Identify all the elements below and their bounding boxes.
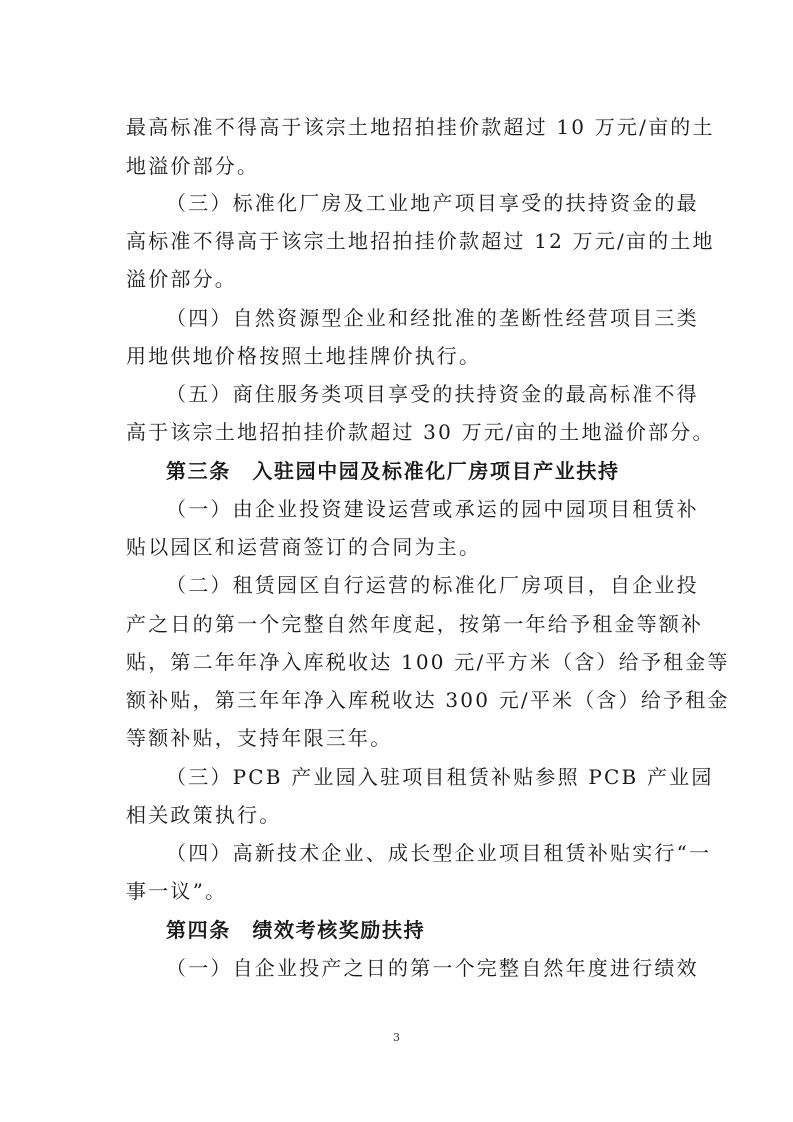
clause-one-start: （一）由企业投资建设运营或承运的园中园项目租赁补	[166, 497, 699, 521]
article-four-heading: 第四条 绩效考核奖励扶持	[166, 918, 426, 942]
clause-five-start: （五）商住服务类项目享受的扶持资金的最高标准不得	[166, 382, 699, 406]
body-text-line: 地溢价部分。	[126, 154, 260, 178]
clause-four-start: （四）高新技术企业、成长型企业项目租赁补贴实行“一	[166, 841, 712, 865]
body-text-line: 高于该宗土地招拍挂价款超过 30 万元/亩的土地溢价部分。	[126, 420, 715, 444]
body-text-line: 高标准不得高于该宗土地招拍挂价款超过 12 万元/亩的土地	[126, 229, 715, 253]
clause-four-start: （四）自然资源型企业和经批准的垄断性经营项目三类	[166, 306, 699, 330]
body-text-line: 事一议”。	[126, 879, 228, 903]
clause-two-start: （二）租赁园区自行运营的标准化厂房项目，自企业投	[166, 573, 699, 597]
body-text-line: 最高标准不得高于该宗土地招拍挂价款超过 10 万元/亩的土	[126, 115, 715, 139]
clause-three-start: （三）标准化厂房及工业地产项目享受的扶持资金的最	[166, 191, 699, 215]
body-text-line: 贴，第二年年净入库税收达 100 元/平方米（含）给予租金等	[126, 650, 730, 674]
clause-one-start: （一）自企业投产之日的第一个完整自然年度进行绩效	[166, 956, 699, 980]
article-three-heading: 第三条 入驻园中园及标准化厂房项目产业扶持	[166, 459, 620, 483]
body-text-line: 贴以园区和运营商签订的合同为主。	[126, 535, 482, 559]
body-text-line: 额补贴，第三年年净入库税收达 300 元/平米（含）给予租金	[126, 688, 730, 712]
clause-three-start: （三）PCB 产业园入驻项目租赁补贴参照 PCB 产业园	[166, 765, 714, 789]
body-text-line: 产之日的第一个完整自然年度起，按第一年给予租金等额补	[126, 612, 704, 636]
body-text-line: 等额补贴，支持年限三年。	[126, 726, 393, 750]
page-number: 3	[393, 1031, 400, 1044]
body-text-line: 用地供地价格按照土地挂牌价执行。	[126, 344, 482, 368]
body-text-line: 溢价部分。	[126, 267, 237, 291]
body-text-line: 相关政策执行。	[126, 803, 282, 827]
